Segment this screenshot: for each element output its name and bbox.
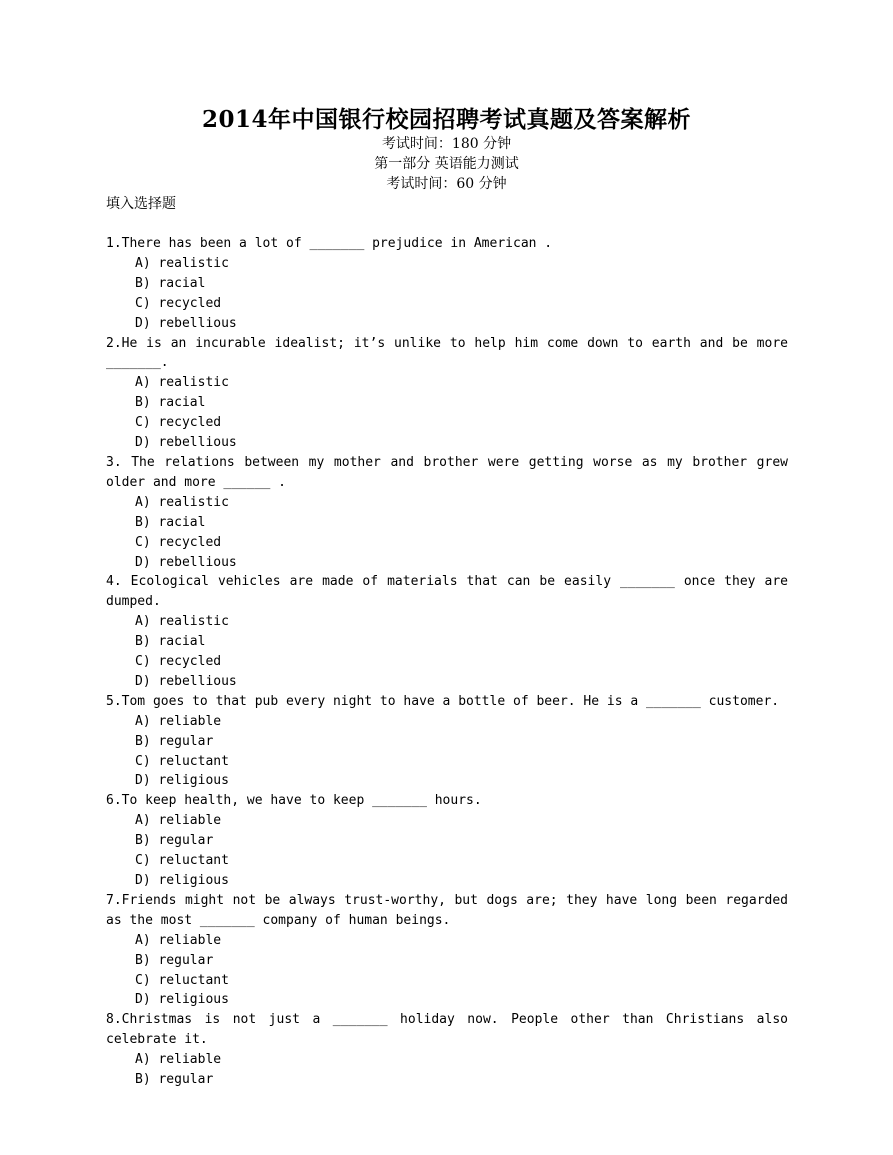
document-title: 2014年中国银行校园招聘考试真题及答案解析 (201, 106, 691, 133)
option-c: C) reluctant (135, 972, 229, 988)
option-d: D) religious (135, 773, 229, 789)
option-c: C) recycled (135, 415, 222, 431)
option-d: D) religious (135, 992, 229, 1008)
question-3 (106, 453, 796, 572)
option-b: B) regular (135, 952, 214, 968)
part-title: 第一部分 英语能力测试 (374, 156, 519, 172)
question-2 (106, 334, 796, 453)
question-text: 6.To keep health, we have to keep _______ hours. (106, 793, 482, 809)
option-c: C) reluctant (135, 753, 229, 769)
option-a: A) realistic (135, 494, 229, 510)
question-text: 8.Christmas is not just a _______ holiday now. People other than Christians also celebrate it. (106, 1012, 796, 1048)
question-6 (106, 791, 788, 891)
question-4 (106, 572, 796, 691)
option-c: C) reluctant (135, 853, 229, 869)
option-d: D) rebellious (135, 554, 237, 570)
question-text: 5.Tom goes to that pub every night to have a bottle of beer. He is a _______ customer. (106, 693, 780, 709)
option-b: B) regular (135, 1072, 214, 1088)
option-d: D) rebellious (135, 673, 237, 689)
option-a: A) realistic (135, 255, 229, 271)
option-b: B) racial (135, 275, 206, 291)
option-d: D) religious (135, 873, 229, 888)
option-a: A) realistic (135, 375, 229, 391)
question-text: 1.There has been a lot of _______ prejudice in American . (106, 236, 553, 251)
question-text: 2.He is an incurable idealist; it’s unlike to help him come down to earth and be more _______. (106, 335, 796, 371)
exam-time-part: 考试时间：60 分钟 (386, 176, 507, 192)
question-list (106, 234, 796, 1090)
option-c: C) recycled (135, 534, 222, 550)
option-a: A) realistic (135, 614, 229, 630)
option-a: A) reliable (135, 813, 222, 829)
exam-time-total: 考试时间：180 分钟 (381, 136, 512, 152)
section-label: 填入选择题 (106, 196, 176, 212)
question-text: 4. Ecological vehicles are made of materials that can be easily _______ once they are dumped. (106, 574, 796, 610)
question-8 (106, 1010, 796, 1090)
option-b: B) racial (135, 395, 206, 411)
option-b: B) racial (135, 634, 206, 650)
option-b: B) racial (135, 514, 206, 530)
option-a: A) reliable (135, 713, 222, 729)
question-text: 7.Friends might not be always trust-worthy, but dogs are; they have long been regarded as the most _______ company of human beings. (106, 892, 796, 928)
option-a: A) reliable (135, 1052, 222, 1068)
option-a: A) reliable (135, 932, 222, 948)
option-c: C) recycled (135, 654, 222, 670)
question-text: 3. The relations between my mother and brother were getting worse as my brother grew older and more ______ . (106, 454, 796, 490)
question-5 (106, 692, 788, 792)
option-d: D) rebellious (135, 315, 237, 331)
option-c: C) recycled (135, 295, 222, 311)
option-b: B) regular (135, 833, 214, 849)
option-b: B) regular (135, 733, 214, 749)
question-1 (106, 234, 788, 334)
question-7 (106, 891, 796, 1010)
option-d: D) rebellious (135, 435, 237, 451)
